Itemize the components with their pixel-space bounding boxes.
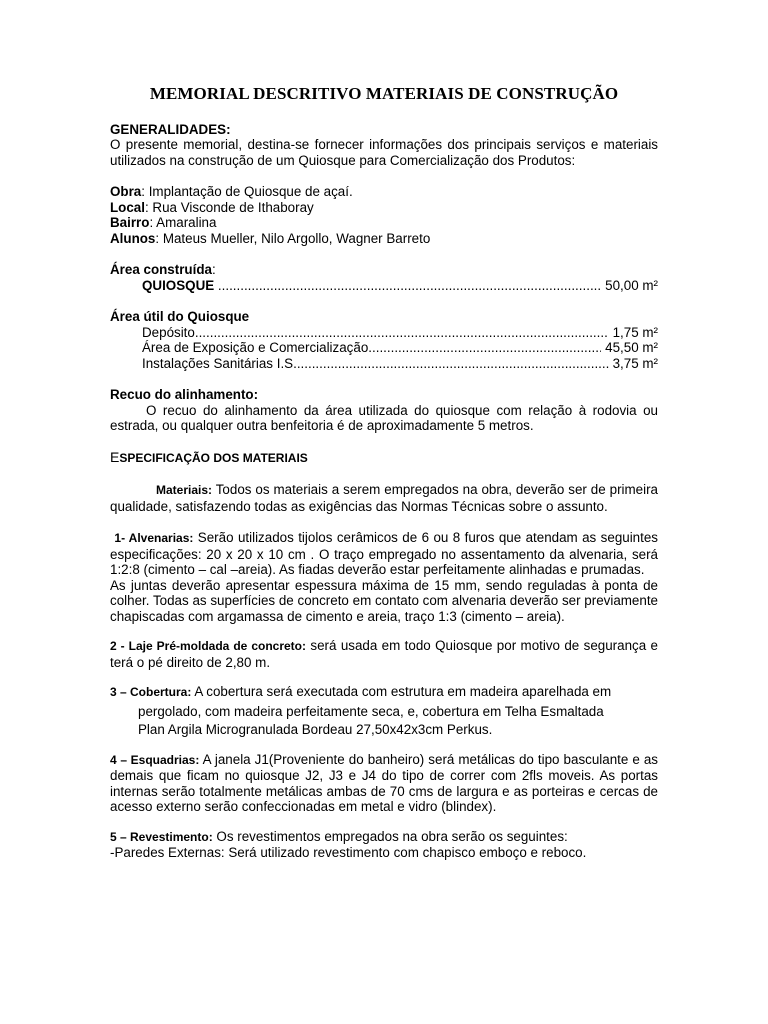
especificacao-first-letter: E	[110, 448, 120, 465]
area-util-row	[110, 340, 658, 356]
section-generalidades	[110, 122, 658, 169]
quiosque-value: 50,00 m²	[605, 277, 658, 293]
section-cobertura	[110, 684, 658, 738]
obra-value: : Implantação de Quiosque de açaí.	[141, 184, 353, 199]
generalidades-heading: GENERALIDADES:	[110, 121, 231, 137]
alunos-label: Alunos	[110, 230, 156, 246]
exposicao-value: 45,50 m²	[605, 340, 658, 355]
materiais-text: Todos os materiais a serem empregados na obra, deverão ser de primeira qualidade, satisfazendo todas as exigências das Normas Técnicas sobre o assunto.	[110, 482, 658, 514]
area-construida-colon: :	[211, 262, 216, 277]
info-bairro	[110, 215, 658, 231]
recuo-text: O recuo do alinhamento da área utilizada do quiosque com relação à rodovia ou estrada, ou qualquer outra benfeitoria é de aproximadamente 5 metros.	[110, 402, 658, 433]
bairro-value: : Amaralina	[149, 215, 217, 230]
area-construida-row	[110, 278, 658, 294]
materiais-label: Materiais:	[156, 483, 213, 497]
section-alvenarias	[110, 530, 658, 624]
alvenarias-label: 1- Alvenarias:	[114, 531, 194, 545]
section-info	[110, 184, 658, 246]
area-util-row	[110, 325, 658, 341]
alvenarias-text: Serão utilizados tijolos cerâmicos de 6 ou 8 furos que atendam as seguintes especificações: 20 x 20 x 10 cm . O traço empregado no assentamento da alvenaria, será 1:2:8 (cimento – cal –areia). As fiadas deverão estar perfeitamente alinhadas e prumadas.	[110, 530, 658, 577]
laje-text: será usada em todo Quiosque por motivo de segurança e terá o pé direito de 2,80 m.	[110, 638, 658, 670]
materiais-paragraph	[110, 482, 658, 514]
revestimento-label: 5 – Revestimento:	[110, 829, 213, 844]
cobertura-label: 3 – Cobertura:	[110, 685, 192, 699]
local-label: Local	[110, 199, 145, 215]
area-util-row	[110, 356, 658, 372]
cobertura-line3: Plan Argila Microgranulada Bordeau 27,50x42x3cm Perkus.	[138, 722, 493, 737]
area-util-heading: Área útil do Quiosque	[110, 309, 250, 324]
laje-label: 2 - Laje Pré-moldada de concreto:	[110, 639, 307, 653]
info-obra	[110, 184, 658, 200]
bairro-label: Bairro	[110, 215, 150, 230]
exposicao-label: Área de Exposição e Comercialização	[142, 340, 369, 355]
alvenarias-paragraph	[110, 530, 658, 578]
laje-paragraph	[110, 638, 658, 670]
esquadrias-label: 4 – Esquadrias:	[110, 752, 200, 767]
generalidades-text: O presente memorial, destina-se fornecer informações dos principais serviços e materiais utilizados na construção de um Quiosque para Comercialização dos Produtos:	[110, 137, 658, 168]
sanitarias-value: 3,75 m²	[612, 355, 658, 371]
local-value: : Rua Visconde de Ithaboray	[144, 199, 314, 215]
especificacao-heading	[110, 450, 658, 467]
deposito-label: Depósito	[142, 324, 195, 340]
area-construida-leader	[142, 278, 601, 294]
revestimento-line2: -Paredes Externas: Será utilizado revestimento com chapisco emboço e reboco.	[110, 845, 587, 860]
cobertura-line1	[110, 684, 658, 701]
revestimento-line1	[110, 829, 658, 846]
info-alunos	[110, 231, 658, 247]
section-recuo	[110, 387, 658, 434]
deposito-value: 1,75 m²	[612, 324, 658, 340]
section-area-construida	[110, 262, 658, 293]
esquadrias-paragraph	[110, 752, 658, 815]
sanitarias-label: Instalações Sanitárias I.S	[142, 355, 294, 371]
especificacao-rest: SPECIFICAÇÃO DOS MATERIAIS	[119, 450, 308, 465]
cobertura-line1-text: A cobertura será executada com estrutura em madeira aparelhada em	[191, 684, 612, 699]
quiosque-label: QUIOSQUE	[142, 277, 215, 293]
revestimento-text: Os revestimentos empregados na obra serão os seguintes:	[212, 828, 568, 844]
area-construida-heading: Área construída	[110, 262, 212, 277]
document-title: MEMORIAL DESCRITIVO MATERIAIS DE CONSTRUÇÃO	[149, 84, 619, 103]
section-revestimento	[110, 829, 658, 861]
alvenarias-text2: As juntas deverão apresentar espessura máxima de 15 mm, sendo reguladas à ponta de colher. Todas as superfícies de concreto em contato com alvenaria deverão ser previamente chapiscadas com argamassa de cimento e areia, traço 1:3 (cimento – areia).	[110, 577, 658, 624]
alunos-value: : Mateus Mueller, Nilo Argollo, Wagner Barreto	[155, 230, 431, 246]
recuo-heading: Recuo do alinhamento:	[110, 387, 259, 402]
cobertura-line2: pergolado, com madeira perfeitamente seca, e, cobertura em Telha Esmaltada	[138, 703, 604, 719]
obra-label: Obra	[110, 184, 142, 199]
esquadrias-text: A janela J1(Proveniente do banheiro) será metálicas do tipo basculante e as demais que ficam no quiosque J2, J3 e J4 do tipo de correr com 2fls moveis. As portas internas serão totalmente metálicas ambas de 70 cms de largura e as porteiras e cercas de acesso externo serão confeccionadas em metal e vidro (blindex).	[110, 751, 658, 814]
info-local	[110, 200, 658, 216]
section-area-util	[110, 309, 658, 371]
